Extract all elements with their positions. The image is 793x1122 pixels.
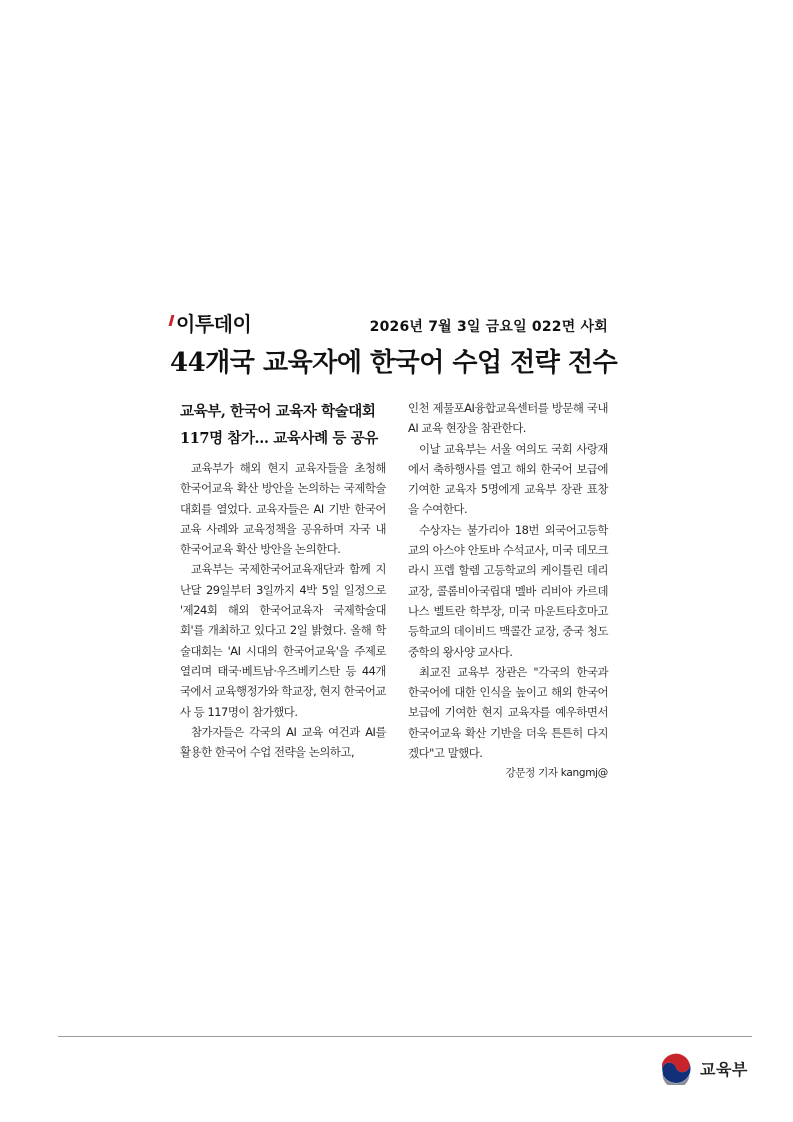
- ministry-logo: [659, 1051, 748, 1085]
- dateline: 2026년 7월 3일 금요일 022면 사회: [369, 319, 608, 335]
- article-paragraph: 수상자는 불가리아 18번 외국어고등학교의 아스야 안토바 수석교사, 미국 데모크라시 프렙 할렘 고등학교의 케이틀린 데리 교장, 콜롬비아국립대 멜바 리비아 카르데나스 벨트란 학부장, 미국 마운트타호마고등학교의 데이비드 맥콜간 교장, 중국 청도중학의 왕사양 교사다.: [408, 522, 608, 659]
- subhead-line-2: 117명 참가… 교육사례 등 공유: [180, 430, 378, 447]
- taegeuk-emblem-icon: [659, 1051, 693, 1085]
- publication-name: 이투데이: [176, 312, 252, 336]
- article-paragraph: 인천 제물포AI융합교육센터를 방문해 국내 AI 교육 현장을 참관한다.: [408, 401, 608, 436]
- subhead-line-1: 교육부, 한국어 교육자 학술대회: [180, 403, 376, 420]
- headline: 44개국 교육자에 한국어 수업 전략 전수: [170, 348, 618, 378]
- article-paragraph: 참가자들은 각국의 AI 교육 여건과 AI를 활용한 한국어 수업 전략을 논의하고,: [180, 724, 386, 760]
- article-paragraph: 교육부는 국제한국어교육재단과 함께 지난달 29일부터 3일까지 4박 5일 일정으로 '제24회 해외 한국어교육자 국제학술대회'를 개최하고 있다고 2일 밝혔다. 올해 학술대회는 'AI 시대의 한국어교육'을 주제로 열리며 태국·베트남·우즈베키스탄 등 44개국에서 교육행정가와 학교장, 현지 한국어교사 등 117명이 참가했다.: [180, 562, 386, 719]
- article-paragraph: 최교진 교육부 장관은 "각국의 한국과 한국어에 대한 인식을 높이고 해외 한국어 보급에 기여한 현지 교육자를 예우하면서 한국어교육 확산 기반을 더욱 튼튼히 다지겠다"고 말했다.: [408, 664, 608, 761]
- article-column-right: [408, 398, 608, 780]
- news-clipping: [170, 310, 618, 780]
- article-paragraph: 이날 교육부는 서울 여의도 국회 사랑재에서 축하행사를 열고 해외 한국어 보급에 기여한 교육자 5명에게 교육부 장관 표창을 수여한다.: [408, 441, 608, 517]
- article-column-left: [180, 398, 386, 780]
- subheadline: [180, 398, 386, 452]
- article-paragraph: 교육부가 해외 현지 교육자들을 초청해 한국어교육 확산 방안을 논의하는 국제학술대회를 열었다. 교육자들은 AI 기반 한국어교육 사례와 교육정책을 공유하며 자국 내 한국어교육 확산 방안을 논의한다.: [180, 461, 386, 557]
- article-body: [180, 398, 608, 780]
- byline: 강문정 기자 kangmj@: [505, 767, 608, 780]
- logo-accent-mark: [169, 315, 175, 326]
- masthead: [170, 310, 610, 344]
- ministry-label: 교육부: [700, 1059, 748, 1079]
- footer-divider: [58, 1036, 752, 1037]
- publication-logo: [170, 312, 251, 336]
